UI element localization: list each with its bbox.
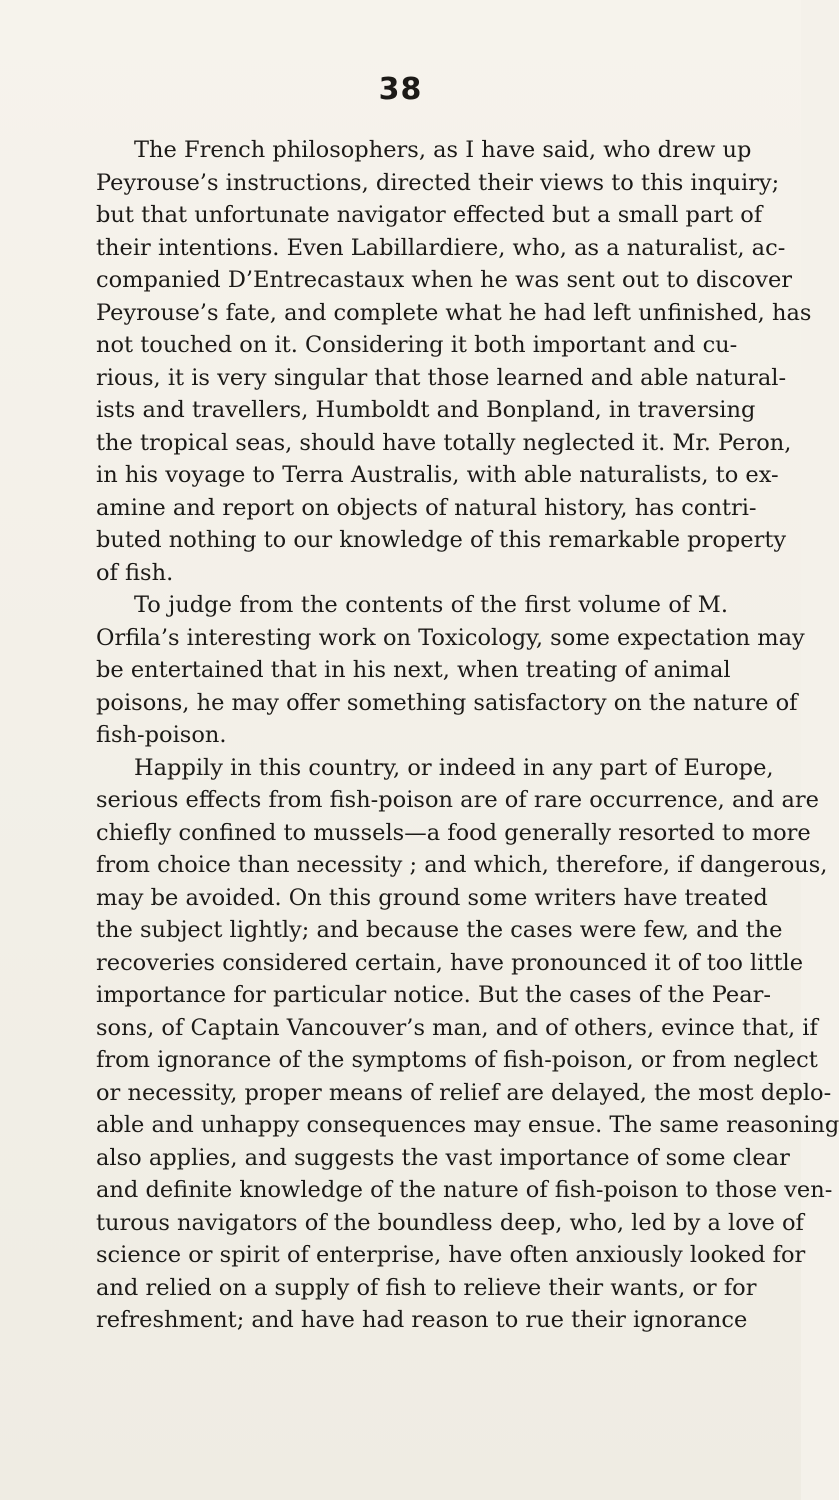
text-line: not touched on it. Considering it both important and cu- [96, 332, 738, 358]
text-line: The French philosophers, as I have said, who drew up [134, 137, 752, 163]
text-line: able and unhappy consequences may ensue. The same reasoning [96, 1112, 839, 1138]
paragraph-3 [96, 752, 839, 1337]
text-line: also applies, and suggests the vast importance of some clear [96, 1144, 790, 1171]
text-line: or necessity, proper means of relief are delayed, the most deplo- [96, 1079, 832, 1106]
text-line: serious effects from fish-poison are of rare occurrence, and are [96, 787, 819, 813]
text-line: importance for particular notice. But the cases of the Pear- [96, 982, 771, 1008]
text-line: their intentions. Even Labillardiere, who, as a naturalist, ac- [96, 234, 786, 261]
text-line: companied D’Entrecastaux when he was sent out to discover [96, 267, 793, 293]
text-line: in his voyage to Terra Australis, with able naturalists, to ex- [96, 462, 779, 488]
paragraph-2 [96, 589, 805, 752]
text-line: ists and travellers, Humboldt and Bonpland, in traversing [96, 397, 756, 423]
text-line: from ignorance of the symptoms of fish-poison, or from neglect [96, 1047, 818, 1073]
text-line: from choice than necessity ; and which, therefore, if dangerous, [96, 852, 828, 878]
text-line: be entertained that in his next, when treating of animal [96, 657, 731, 683]
text-line: rious, it is very singular that those learned and able natural- [96, 364, 787, 391]
text-line: the subject lightly; and because the cases were few, and the [96, 917, 783, 943]
text-line: Peyrouse’s instructions, directed their views to this inquiry; [96, 169, 780, 196]
text-line: chiefly confined to mussels—a food generally resorted to more [96, 819, 811, 846]
text-line: recoveries considered certain, have pronounced it of too little [96, 949, 804, 976]
text-line: turous navigators of the boundless deep, who, led by a love of [96, 1209, 804, 1236]
body-text [96, 134, 839, 1337]
paragraph-1 [96, 134, 812, 589]
text-line: buted nothing to our knowledge of this remarkable property [96, 527, 787, 553]
text-line: poisons, he may offer something satisfactory on the nature of [96, 689, 798, 716]
text-line: sons, of Captain Vancouver’s man, and of others, evince that, if [96, 1014, 818, 1041]
text-line: of fish. [96, 559, 174, 586]
text-line: To judge from the contents of the first volume of M. [134, 592, 728, 618]
text-line: the tropical seas, should have totally neglected it. Mr. Peron, [96, 429, 792, 456]
text-line: refreshment; and have had reason to rue their ignorance [96, 1307, 748, 1333]
text-line: and relied on a supply of fish to relieve their wants, or for [96, 1274, 757, 1301]
text-line: may be avoided. On this ground some writers have treated [96, 884, 768, 911]
text-line: Peyrouse’s fate, and complete what he had left unfinished, has [96, 299, 812, 326]
text-line: but that unfortunate navigator effected but a small part of [96, 202, 763, 228]
text-line: fish-poison. [96, 722, 227, 748]
text-line: Orfila’s interesting work on Toxicology, some expectation may [96, 624, 805, 651]
text-line: science or spirit of enterprise, have often anxiously looked for [96, 1242, 806, 1268]
page-number: 38 [378, 72, 423, 107]
text-line: Happily in this country, or indeed in any part of Europe, [134, 754, 774, 781]
text-line: and definite knowledge of the nature of fish-poison to those ven- [96, 1177, 833, 1203]
text-line: amine and report on objects of natural history, has contri- [96, 494, 757, 521]
